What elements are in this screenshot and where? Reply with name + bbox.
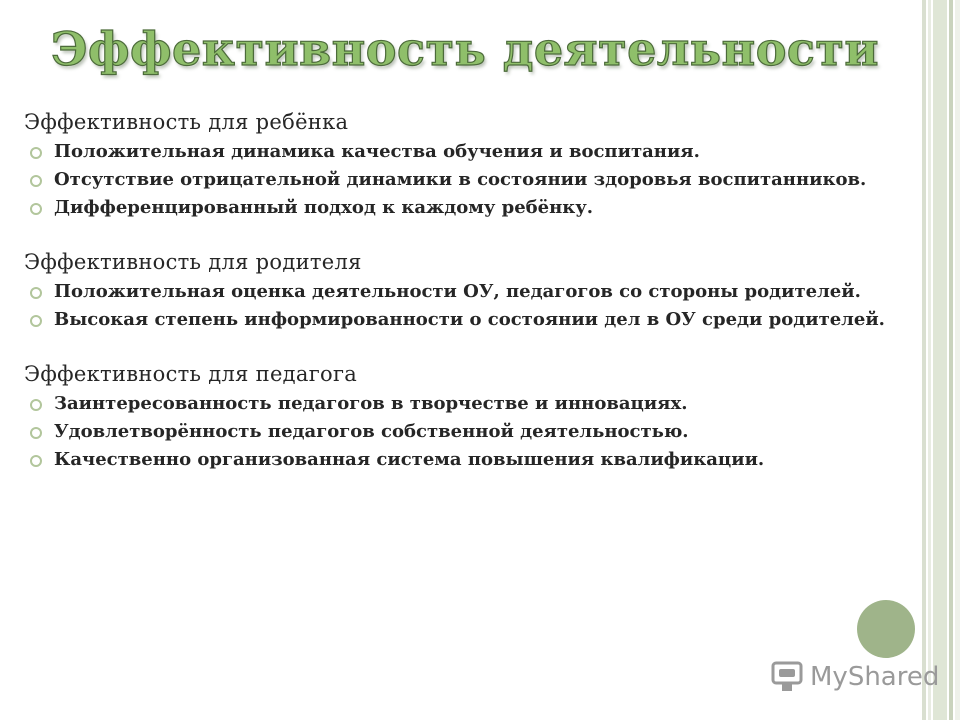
bullet-item <box>24 142 904 162</box>
bullet-text: Заинтересованность педагогов в творчестве и инновациях. <box>54 393 688 414</box>
decorative-circle <box>857 600 915 658</box>
bullet-item <box>24 198 904 218</box>
section-heading: Эффективность для ребёнка <box>24 110 349 134</box>
mushroom-logo-icon <box>770 661 804 693</box>
section-heading: Эффективность для педагога <box>24 362 358 386</box>
section-child <box>24 108 904 218</box>
border-stripe <box>928 0 931 720</box>
ring-bullet-icon <box>30 287 42 299</box>
bullet-item <box>24 310 904 330</box>
slide-title: Эффективность деятельности <box>50 22 880 76</box>
ring-bullet-icon <box>30 175 42 187</box>
bullet-item <box>24 394 904 414</box>
bullet-text: Положительная динамика качества обучения и воспитания. <box>54 141 700 162</box>
border-stripe <box>933 0 947 720</box>
bullet-text: Отсутствие отрицательной динамики в состоянии здоровья воспитанников. <box>54 169 867 190</box>
bullet-item <box>24 282 904 302</box>
bullet-list <box>24 282 904 330</box>
ring-bullet-icon <box>30 455 42 467</box>
border-stripe <box>949 0 953 720</box>
section-heading: Эффективность для родителя <box>24 250 362 274</box>
bullet-text: Дифференцированный подход к каждому ребёнку. <box>54 197 594 218</box>
border-stripe <box>955 0 960 720</box>
ring-bullet-icon <box>30 399 42 411</box>
bullet-item <box>24 450 904 470</box>
bullet-text: Качественно организованная система повышения квалификации. <box>54 449 765 470</box>
bullet-text: Удовлетворённость педагогов собственной деятельностью. <box>54 421 689 442</box>
watermark-text: MyShared <box>810 662 940 692</box>
bullet-list <box>24 142 904 218</box>
bullet-text: Высокая степень информированности о состоянии дел в ОУ среди родителей. <box>54 309 885 330</box>
slide-content <box>24 108 904 500</box>
border-stripe <box>922 0 926 720</box>
ring-bullet-icon <box>30 315 42 327</box>
bullet-list <box>24 394 904 470</box>
bullet-text: Положительная оценка деятельности ОУ, педагогов со стороны родителей. <box>54 281 861 302</box>
bullet-item <box>24 170 904 190</box>
section-parent <box>24 248 904 330</box>
ring-bullet-icon <box>30 147 42 159</box>
ring-bullet-icon <box>30 203 42 215</box>
bullet-item <box>24 422 904 442</box>
watermark <box>770 660 939 694</box>
section-teacher <box>24 360 904 470</box>
right-border-decoration <box>922 0 960 720</box>
ring-bullet-icon <box>30 427 42 439</box>
